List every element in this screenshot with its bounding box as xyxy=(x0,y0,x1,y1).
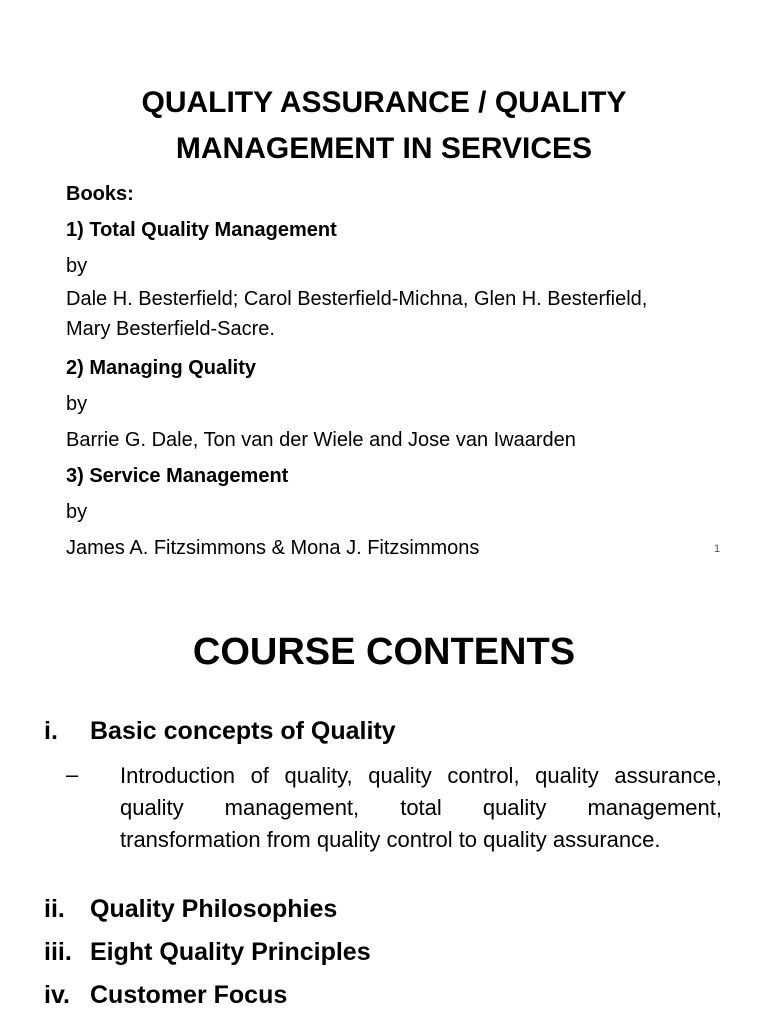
course-contents-title: COURSE CONTENTS xyxy=(192,631,576,673)
book-2-authors: Barrie G. Dale, Ton van der Wiele and Jose van Iwaarden xyxy=(66,429,576,451)
book-2-title: 2) Managing Quality xyxy=(66,357,257,379)
slide-number: 1 xyxy=(714,543,721,555)
dash-bullet: – xyxy=(66,762,79,787)
topic-item xyxy=(44,938,371,967)
books-label: Books: xyxy=(66,183,134,205)
sub-item-text: Introduction of quality, quality control, quality assurance, quality management, total quality management, transformation from quality control to quality assurance. xyxy=(120,763,722,852)
topic-label: Eight Quality Principles xyxy=(90,938,371,966)
topic-number: iv. xyxy=(44,981,70,1009)
book-3-by: by xyxy=(66,501,88,523)
topic-item xyxy=(44,981,287,1010)
slide-title: QUALITY ASSURANCE / QUALITY MANAGEMENT IN SERVICES xyxy=(141,86,627,165)
topic-label: Customer Focus xyxy=(90,981,288,1009)
books-list xyxy=(66,176,666,566)
topic-item xyxy=(44,717,396,746)
topic-number: iii. xyxy=(44,938,72,966)
slide-2 xyxy=(0,575,768,1024)
topic-number: i. xyxy=(44,717,58,745)
topic-item xyxy=(44,895,337,924)
topic-label: Quality Philosophies xyxy=(90,895,338,923)
book-1-authors: Dale H. Besterfield; Carol Besterfield-Michna, Glen H. Besterfield, Mary Besterfield-Sacre. xyxy=(66,288,648,340)
book-2-by: by xyxy=(66,393,88,415)
topic-label: Basic concepts of Quality xyxy=(90,717,396,745)
book-3-title: 3) Service Management xyxy=(66,465,289,487)
book-3-authors: James A. Fitzsimmons & Mona J. Fitzsimmons xyxy=(66,537,480,559)
sub-item xyxy=(66,760,722,856)
topic-number: ii. xyxy=(44,895,65,923)
book-1-title: 1) Total Quality Management xyxy=(66,219,337,241)
book-1-by: by xyxy=(66,255,88,277)
